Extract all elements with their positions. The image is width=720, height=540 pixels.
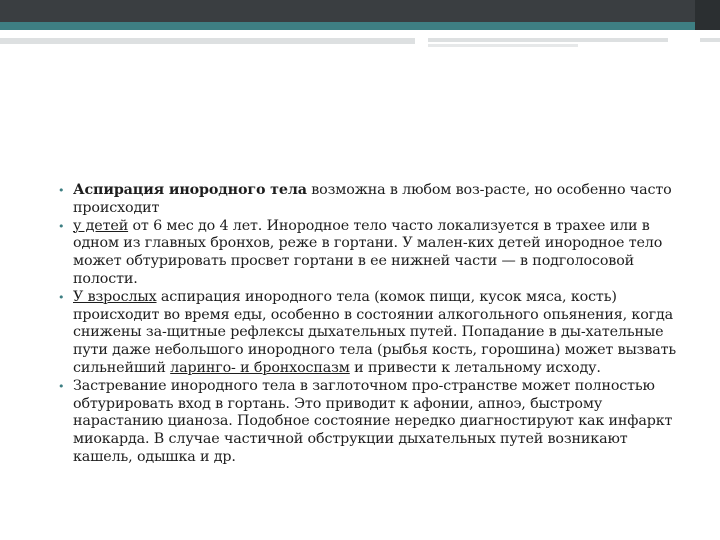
header-decor-line bbox=[428, 38, 668, 42]
bullet-underlined-lead: У взрослых bbox=[73, 288, 157, 305]
bullet-item bbox=[58, 182, 680, 218]
bullet-text: Застревание инородного тела в заглоточном про-странстве может полностью обтурировать вход в гортань. Это приводит к афонии, апноэ, быстрому нарастанию цианоза. Подобное состояние нередко диагностируют как инфаркт миокарда. В случае частичной обструкции дыхательных путей возникают кашель, одышка и др. bbox=[73, 377, 673, 465]
bullet-icon: • bbox=[58, 290, 65, 304]
bullet-text: аспирация инородного тела (комок пищи, кусок мяса, кость) происходит во время еды, особенно в состоянии алкогольного опьянения, когда снижены за-щитные рефлексы дыхательных путей. Попадание в ды-хательные пути даже небольшого инородного тела (рыбья кость, горошина) может вызвать сильнейший bbox=[73, 288, 676, 376]
bullet-underlined-term: ларинго- и бронхоспазм bbox=[170, 359, 350, 376]
header-dark-band bbox=[0, 0, 720, 22]
header-decor-line bbox=[0, 38, 415, 44]
bullet-item bbox=[58, 289, 680, 378]
bullet-icon: • bbox=[58, 219, 65, 233]
header-corner-block bbox=[695, 0, 720, 30]
header-accent-band bbox=[0, 22, 695, 30]
header-decor-line bbox=[700, 38, 720, 42]
bullet-text: и привести к летальному исходу. bbox=[349, 359, 601, 376]
bullet-item bbox=[58, 218, 680, 289]
bullet-icon: • bbox=[58, 379, 65, 393]
header-decor-line bbox=[428, 44, 578, 47]
bullet-item bbox=[58, 378, 680, 467]
slide-body bbox=[58, 182, 680, 467]
bullet-icon: • bbox=[58, 184, 65, 197]
bullet-underlined-lead: у детей bbox=[73, 217, 129, 234]
bullet-text: от 6 мес до 4 лет. Инородное тело часто локализуется в трахее или в одном из главных бронхов, реже в гортани. У мален-ких детей инородное тело может обтурировать просвет гортани в ее нижней части — в подголосовой полости. bbox=[73, 217, 663, 287]
bullet-bold-lead: Аспирация инородного тела bbox=[73, 182, 307, 198]
bullet-text: возможна в любом воз-расте, но особенно часто происходит bbox=[73, 182, 672, 216]
